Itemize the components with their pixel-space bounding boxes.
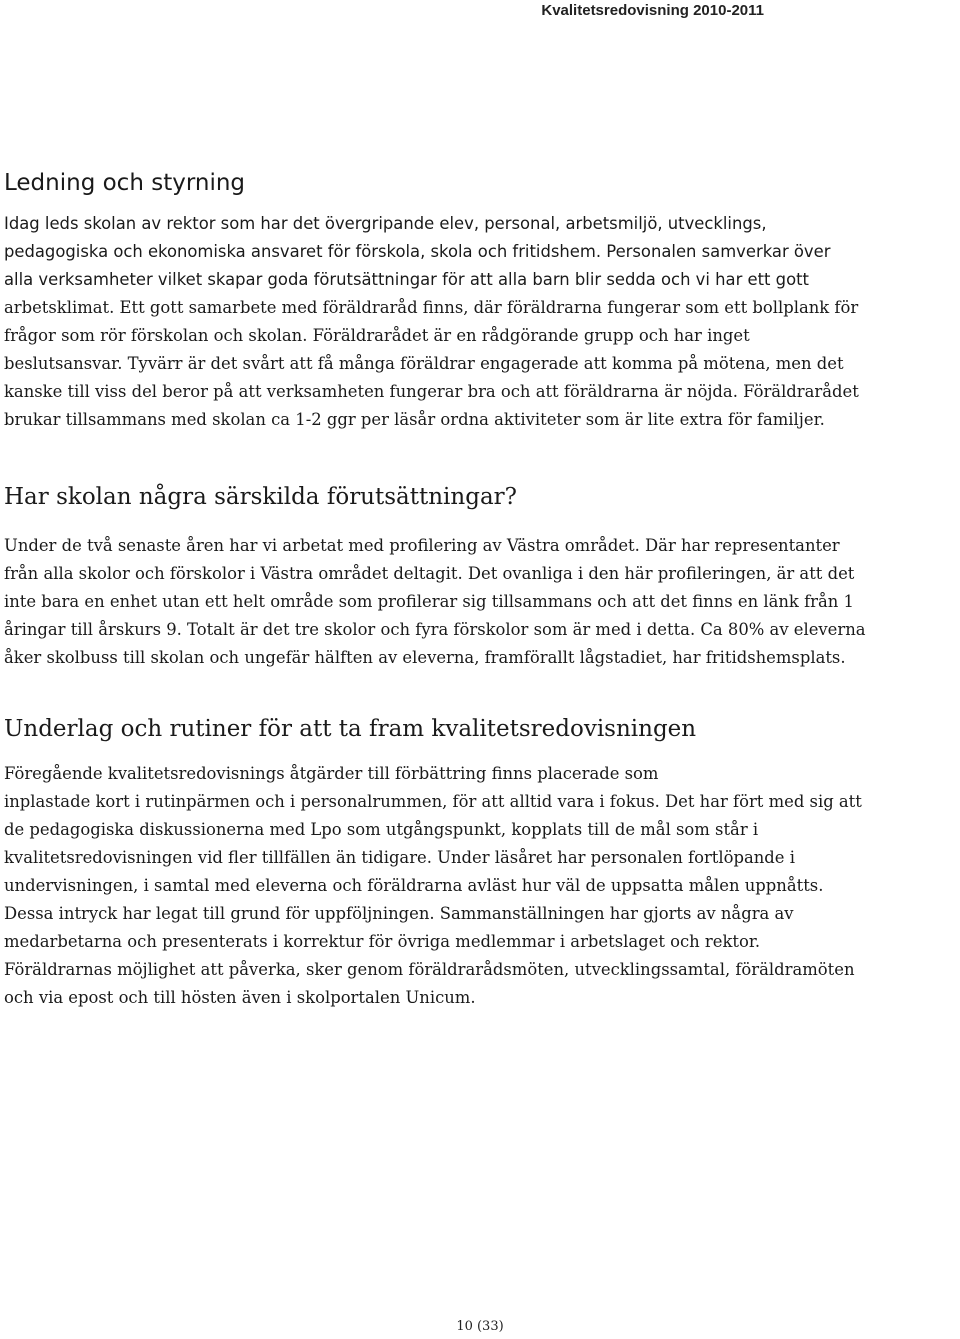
paragraph-line: undervisningen, i samtal med eleverna och föräldrarna avläst hur väl de uppsatta målen uppnåtts. <box>4 876 824 895</box>
heading-ledning-och-styrning: Ledning och styrning <box>4 170 246 196</box>
paragraph-line: brukar tillsammans med skolan ca 1-2 ggr per läsår ordna aktiviteter som är lite extra för familjer. <box>4 410 825 429</box>
heading-sarskilda-forutsattningar: Har skolan några särskilda förutsättningar? <box>4 484 517 510</box>
paragraph-line: Föräldrarnas möjlighet att påverka, sker genom föräldrarådsmöten, utvecklingssamtal, föräldramöten <box>4 960 855 979</box>
paragraph-line: Dessa intryck har legat till grund för uppföljningen. Sammanställningen har gjorts av några av <box>4 904 794 923</box>
paragraph-line: Under de två senaste åren har vi arbetat med profilering av Västra området. Där har representanter <box>4 536 840 555</box>
paragraph-line: de pedagogiska diskussionerna med Lpo som utgångspunkt, kopplats till de mål som står i <box>4 820 759 839</box>
paragraph-line: åringar till årskurs 9. Totalt är det tre skolor och fyra förskolor som är med i detta. Ca 80% av eleverna <box>4 620 866 639</box>
paragraph-line: beslutsansvar. Tyvärr är det svårt att få många föräldrar engagerade att komma på mötena, men det <box>4 354 844 373</box>
paragraph-line: kanske till viss del beror på att verksamheten fungerar bra och att föräldrarna är nöjda. Föräldrarådet <box>4 382 859 401</box>
paragraph-line: från alla skolor och förskolor i Västra området deltagit. Det ovanliga i den här profileringen, är att det <box>4 564 855 583</box>
paragraph-line: medarbetarna och presenterats i korrektur för övriga medlemmar i arbetslaget och rektor. <box>4 932 761 951</box>
document-header-title: Kvalitetsredovisning 2010-2011 <box>541 2 764 19</box>
paragraph-line: och via epost och till hösten även i skolportalen Unicum. <box>4 988 476 1007</box>
paragraph-line: Föregående kvalitetsredovisnings åtgärder till förbättring finns placerade som <box>4 764 659 783</box>
paragraph-line: inte bara en enhet utan ett helt område som profilerar sig tillsammans och att det finns en länk från 1 <box>4 592 854 611</box>
paragraph-line: åker skolbuss till skolan och ungefär hälften av eleverna, framförallt lågstadiet, har fritidshemsplats. <box>4 648 846 667</box>
paragraph-underlag <box>4 760 862 1012</box>
paragraph-line: arbetsklimat. Ett gott samarbete med föräldraråd finns, där föräldrarna fungerar som ett bollplank för <box>4 298 859 317</box>
paragraph-line: kvalitetsredovisningen vid fler tillfällen än tidigare. Under läsåret har personalen fortlöpande i <box>4 848 795 867</box>
paragraph-ledning <box>4 210 859 434</box>
paragraph-line: alla verksamheter vilket skapar goda förutsättningar för att alla barn blir sedda och vi har ett gott <box>4 270 809 289</box>
paragraph-line: frågor som rör förskolan och skolan. Föräldrarådet är en rådgörande grupp och har inget <box>4 326 750 345</box>
paragraph-forutsattningar <box>4 532 866 672</box>
paragraph-line: inplastade kort i rutinpärmen och i personalrummen, för att alltid vara i fokus. Det har fört med sig att <box>4 792 862 811</box>
paragraph-line: pedagogiska och ekonomiska ansvaret för förskola, skola och fritidshem. Personalen samverkar över <box>4 242 831 261</box>
heading-underlag-och-rutiner: Underlag och rutiner för att ta fram kvalitetsredovisningen <box>4 716 697 742</box>
paragraph-line: Idag leds skolan av rektor som har det övergripande elev, personal, arbetsmiljö, utvecklings, <box>4 214 767 233</box>
page-number: 10 (33) <box>456 1319 504 1334</box>
